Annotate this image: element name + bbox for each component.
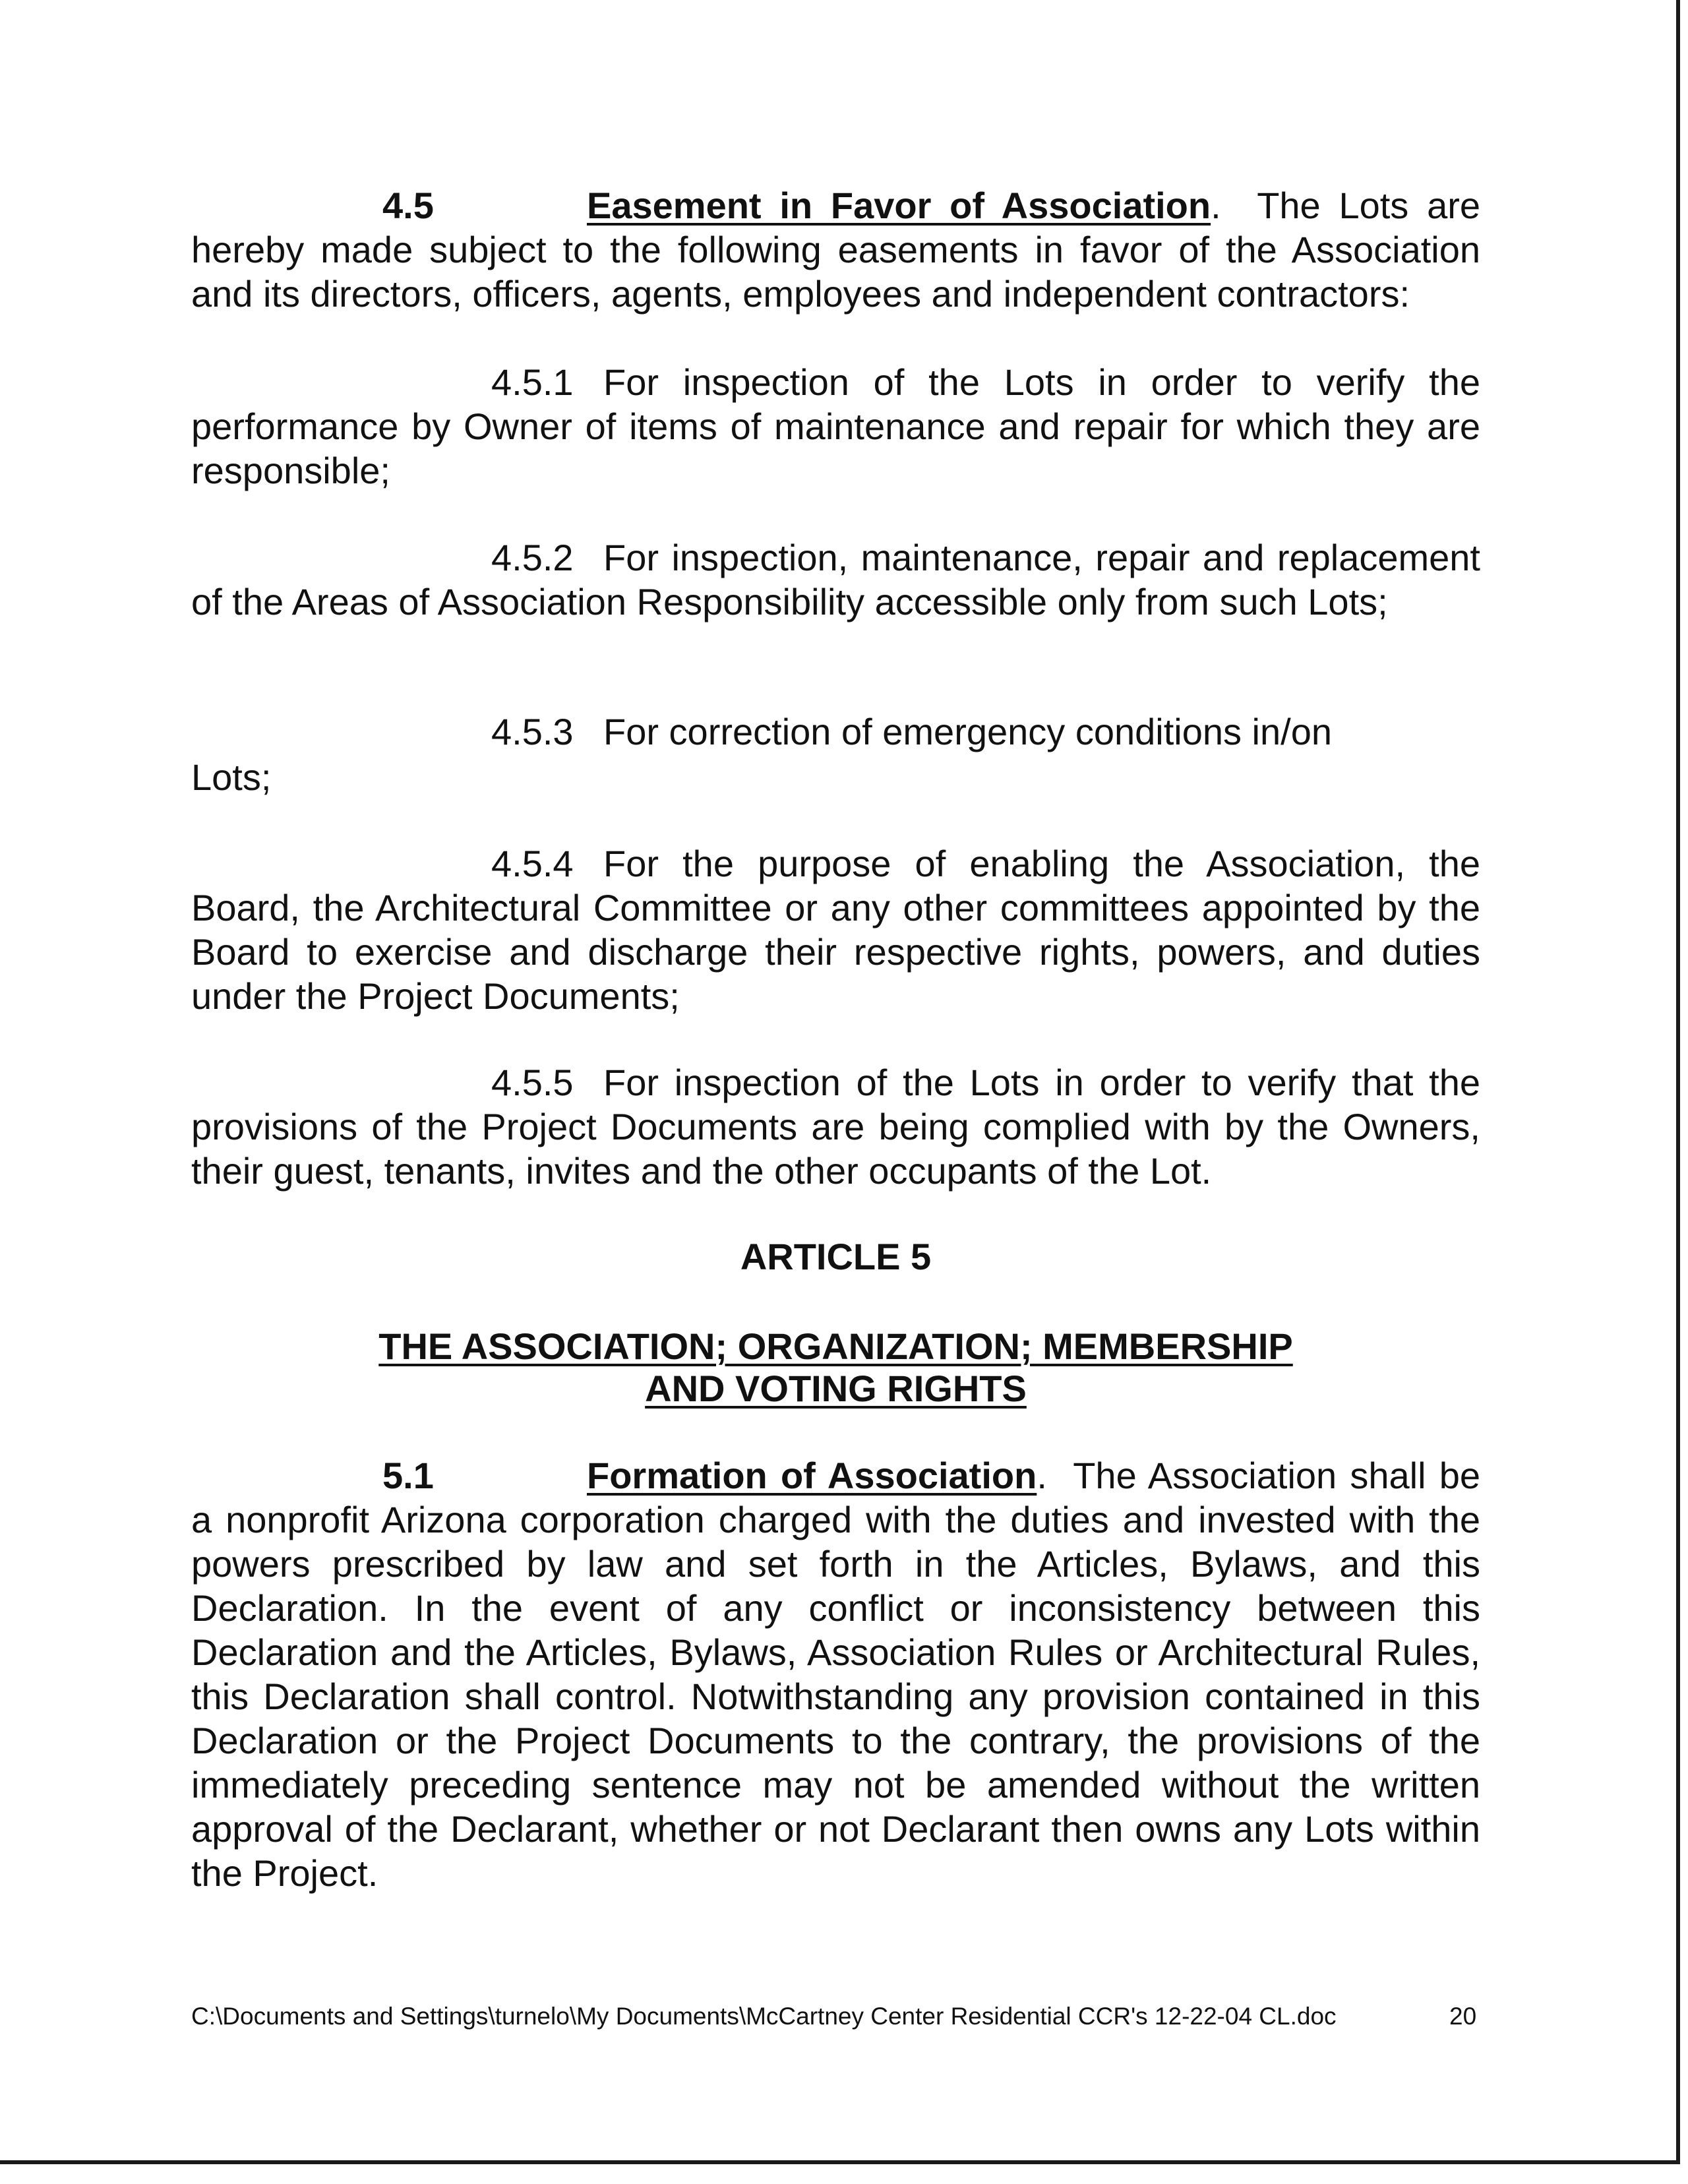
page-edge-right [1676,0,1680,2164]
section-5-1-heading-period: . [1037,1455,1047,1496]
subsection-4-5-3-continuation-text: Lots; [191,756,272,798]
footer-page-number: 20 [1449,2003,1477,2030]
subsection-4-5-3 [191,710,1480,754]
article-title-line-1 [191,1324,1480,1368]
section-5-1-heading: Formation of Association [587,1455,1037,1496]
section-4-5-heading: Easement in Favor of Association [587,185,1211,226]
article-label: ARTICLE 5 [740,1236,932,1277]
subsection-4-5-4 [191,841,1480,1018]
page-edge-bottom [0,2160,1680,2164]
footer-file-path: C:\Documents and Settings\turnelo\My Documents\McCartney Center Residential CCR's 12-22-04 CL.doc [191,2003,1337,2030]
section-4-5-paragraph [191,183,1480,316]
subsection-4-5-2-text: For inspection, maintenance, repair and replacement of the Areas of Association Responsibility accessible only from such Lots; [191,537,1480,622]
subsection-4-5-2 [191,535,1480,624]
subsection-4-5-2-number: 4.5.2 [491,537,574,578]
subsection-4-5-3-text: For correction of emergency conditions in/on [603,711,1332,752]
section-5-1-paragraph [191,1453,1480,1895]
section-4-5-intro-first: The Lots are [1257,185,1480,226]
article-title-line-1-text: THE ASSOCIATION; ORGANIZATION; MEMBERSHIP [378,1325,1293,1367]
section-4-5-intro-rest: hereby made subject to the following easements in favor of the Association and its directors, officers, agents, employees and independent contractors: [191,229,1480,315]
subsection-4-5-5 [191,1060,1480,1193]
subsection-4-5-5-number: 4.5.5 [491,1062,574,1103]
article-title-line-2 [191,1366,1480,1410]
subsection-4-5-1 [191,360,1480,493]
subsection-4-5-5-text: For inspection of the Lots in order to verify that the provisions of the Project Documents are being complied with by the Owners, their guest, tenants, invites and the other occupants of the Lot. [191,1062,1480,1192]
subsection-4-5-4-number: 4.5.4 [491,843,574,884]
section-5-1-text: The Association shall be a nonprofit Arizona corporation charged with the duties and invested with the powers prescribed by law and set forth in the Articles, Bylaws, and this Declaration. In the event of any conflict or inconsistency between this Declaration and the Articles, Bylaws, Association Rules or Architectural Rules, this Declaration shall control. Notwithstanding any provision contained in this Declaration or the Project Documents to the contrary, the provisions of the immediately preceding sentence may not be amended without the written approval of the Declarant, whether or not Declarant then owns any Lots within the Project. [191,1455,1480,1894]
section-5-1-number: 5.1 [382,1455,434,1496]
subsection-4-5-3-number: 4.5.3 [491,711,574,752]
section-4-5-heading-period: . [1211,185,1221,226]
section-4-5-number: 4.5 [382,185,434,226]
subsection-4-5-1-number: 4.5.1 [491,361,574,403]
subsection-4-5-4-text: For the purpose of enabling the Association, the Board, the Architectural Committee or any other committees appointed by the Board to exercise and discharge their respective rights, powers, and duties under the Project Documents; [191,843,1480,1017]
article-title-line-2-text: AND VOTING RIGHTS [645,1368,1027,1409]
subsection-4-5-1-text: For inspection of the Lots in order to verify the performance by Owner of items of maintenance and repair for which they are responsible; [191,361,1480,491]
subsection-4-5-3-continuation [191,755,1480,799]
